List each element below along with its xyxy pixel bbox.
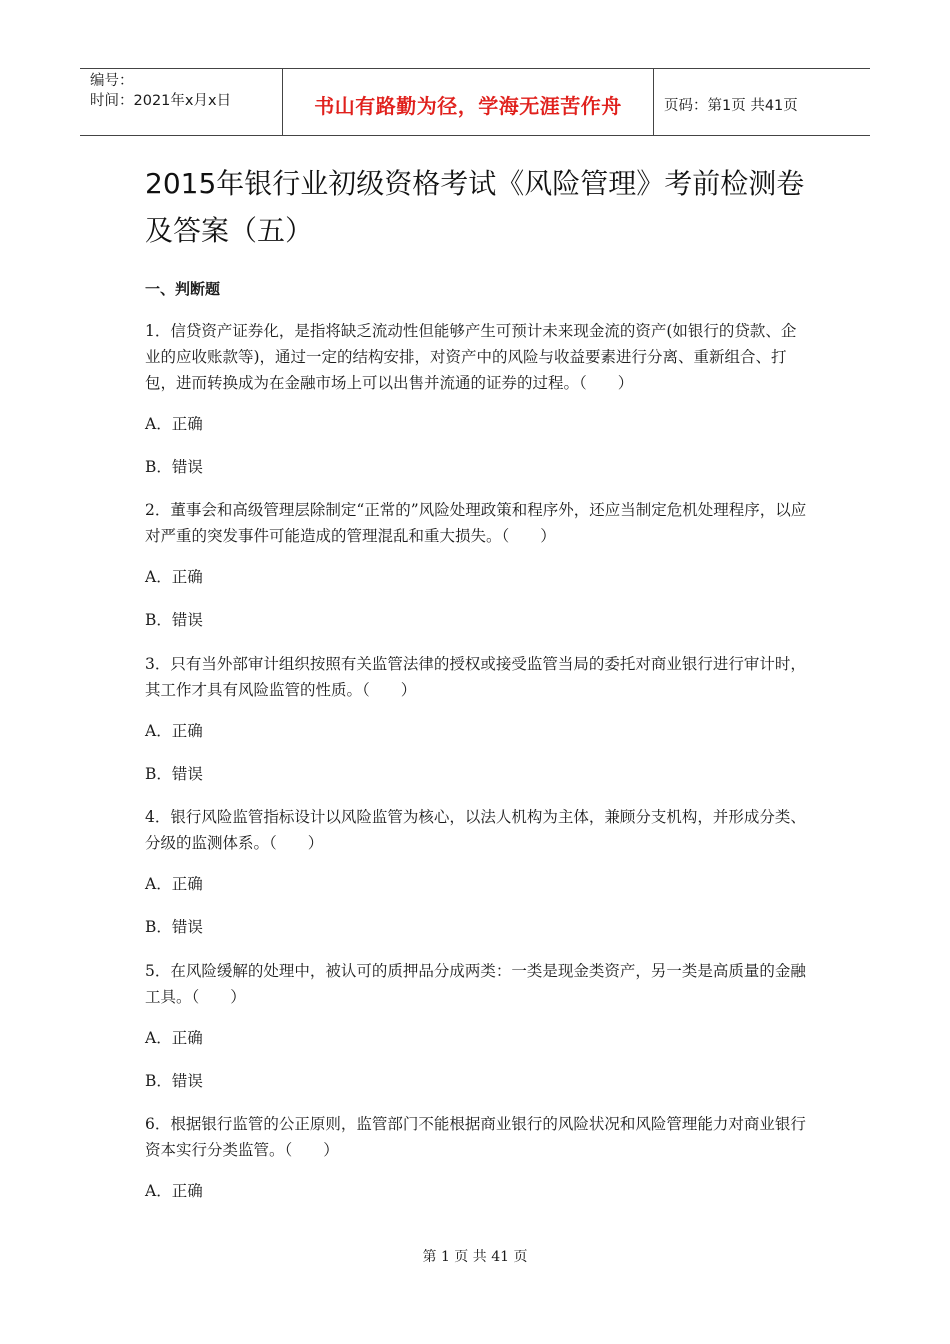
option-b: B．错误 bbox=[145, 1072, 203, 1090]
question-text: 5．在风险缓解的处理中，被认可的质押品分成两类：一类是现金类资产，另一类是高质量的金融工具。（ ） bbox=[145, 962, 806, 1006]
header-page-cell bbox=[654, 71, 870, 137]
option-b: B．错误 bbox=[145, 765, 203, 783]
question-text: 2．董事会和高级管理层除制定“正常的”风险处理政策和程序外，还应当制定危机处理程序，以应对严重的突发事件可能造成的管理混乱和重大损失。（ ） bbox=[145, 501, 807, 545]
question-text: 4．银行风险监管指标设计以风险监管为核心，以法人机构为主体，兼顾分支机构，并形成分类、分级的监测体系。（ ） bbox=[145, 808, 806, 852]
serial-label: 编号： bbox=[90, 73, 134, 89]
question-text: 3．只有当外部审计组织按照有关监管法律的授权或接受监管当局的委托对商业银行进行审计时，其工作才具有风险监管的性质。（ ） bbox=[145, 655, 806, 699]
option-a: A．正确 bbox=[145, 568, 203, 586]
option-a: A．正确 bbox=[145, 1182, 203, 1200]
header-meta bbox=[80, 69, 282, 135]
option-b: B．错误 bbox=[145, 611, 203, 629]
option-b: B．错误 bbox=[145, 918, 203, 936]
page-footer: 第 1 页 共 41 页 bbox=[422, 1249, 528, 1265]
option-a: A．正确 bbox=[145, 1029, 203, 1047]
option-a: A．正确 bbox=[145, 415, 203, 433]
question-text: 6．根据银行监管的公正原则，监管部门不能根据商业银行的风险状况和风险管理能力对商业银行资本实行分类监管。（ ） bbox=[145, 1115, 806, 1159]
motto: 书山有路勤为径，学海无涯苦作舟 bbox=[314, 93, 622, 118]
question-text: 1．信贷资产证券化，是指将缺乏流动性但能够产生可预计未来现金流的资产(如银行的贷款、企业的应收账款等)，通过一定的结构安排，对资产中的风险与收益要素进行分离、重新组合、打包，进而转换成为在金融市场上可以出售并流通的证券的过程。（ ） bbox=[145, 322, 797, 392]
option-a: A．正确 bbox=[145, 875, 203, 893]
option-a: A．正确 bbox=[145, 722, 203, 740]
time-label: 时间：2021年x月x日 bbox=[90, 93, 232, 109]
document-header bbox=[80, 68, 870, 136]
page-title: 2015年银行业初级资格考试《风险管理》考前检测卷及答案（五） bbox=[145, 167, 805, 247]
section-heading: 一、判断题 bbox=[145, 280, 221, 298]
page-label: 页码：第1页 共41页 bbox=[664, 97, 798, 114]
header-motto-cell bbox=[282, 69, 654, 135]
option-b: B．错误 bbox=[145, 458, 203, 476]
